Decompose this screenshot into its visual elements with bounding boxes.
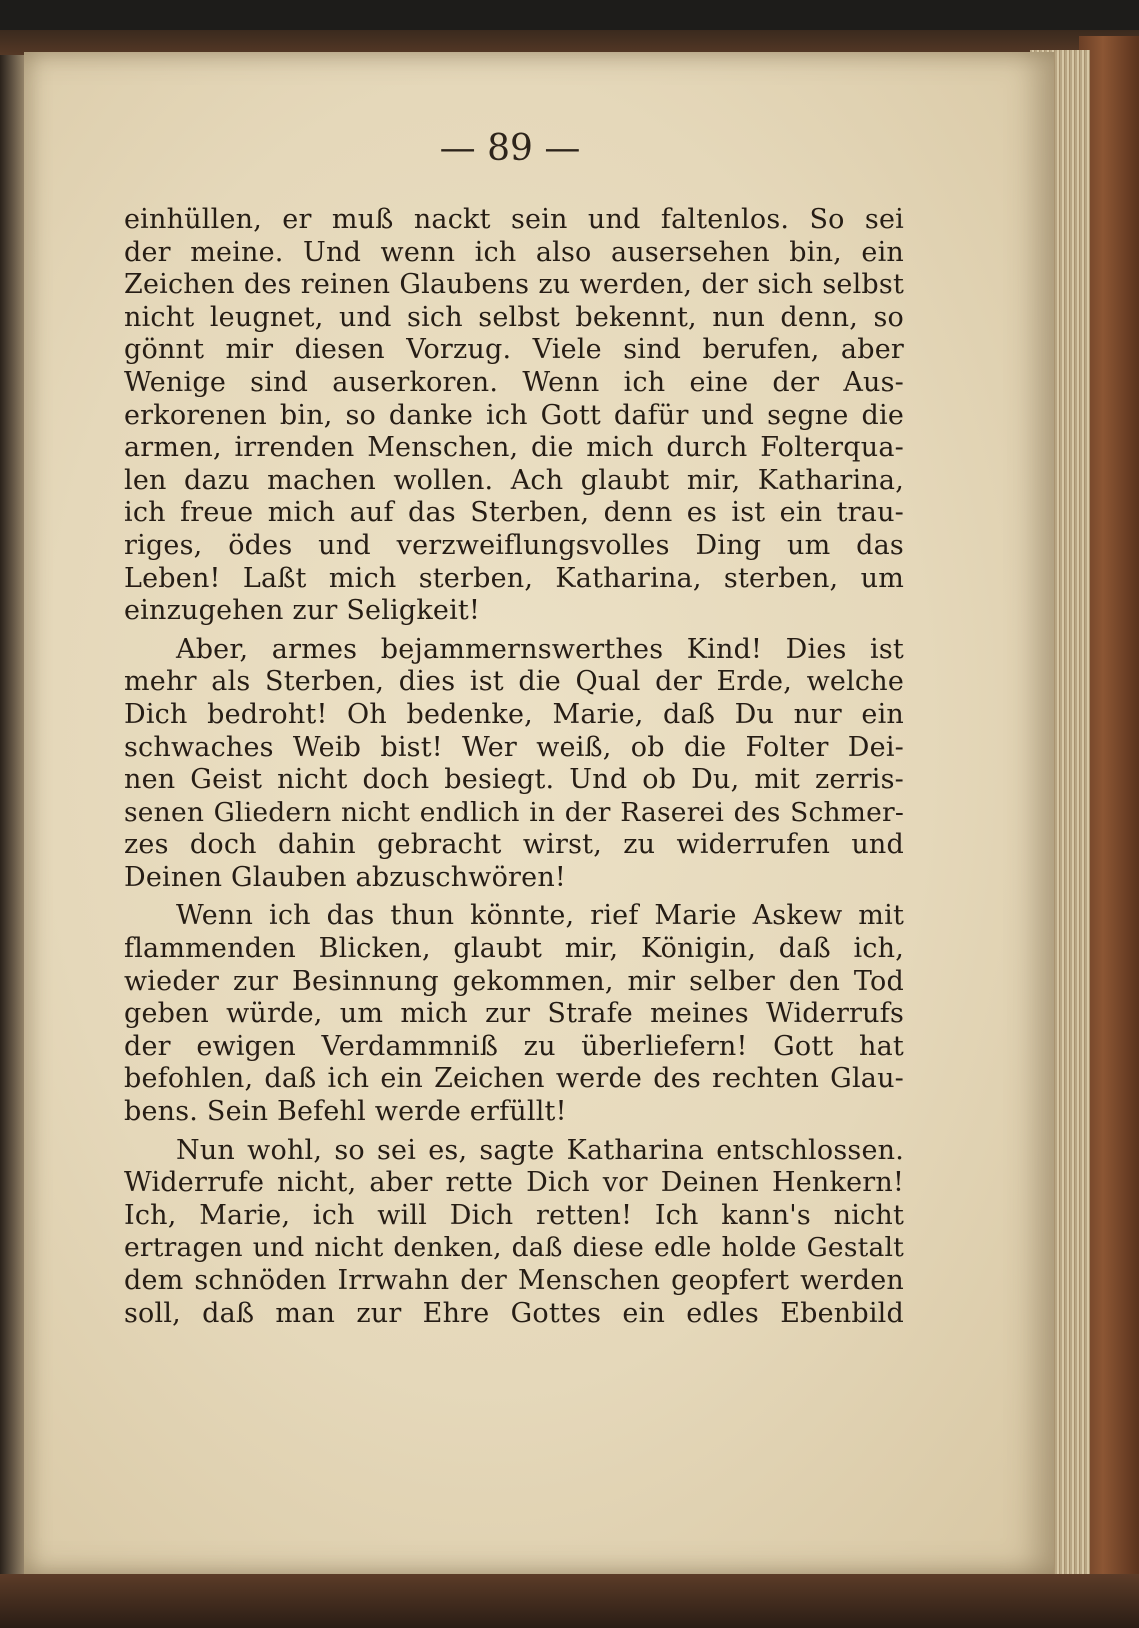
text-line: dem schnöden Irrwahn der Menschen geopfert werden bbox=[124, 1265, 904, 1296]
text-line: riges, ödes und verzweiflungsvolles Ding um das bbox=[124, 529, 904, 561]
text-line: der ewigen Verdammniß zu überliefern! Gott hat bbox=[124, 1030, 904, 1062]
paragraph bbox=[124, 900, 904, 1128]
text-line: einhüllen, er muß nackt sein und faltenlos. So sei bbox=[124, 204, 904, 235]
text-line: befohlen, daß ich ein Zeichen werde des rechten Glau- bbox=[124, 1063, 904, 1095]
text-line: Widerrufe nicht, aber rette Dich vor Deinen Henkern! bbox=[124, 1167, 904, 1199]
text-line: wieder zur Besinnung gekommen, mir selber den Tod bbox=[124, 965, 904, 997]
text-line: len dazu machen wollen. Ach glaubt mir, Katharina, bbox=[124, 464, 904, 496]
text-line: Wenn ich das thun könnte, rief Marie Askew mit bbox=[176, 900, 904, 932]
text-line: Aber, armes bejammernswerthes Kind! Dies ist bbox=[176, 633, 904, 665]
text-line: Dich bedroht! Oh bedenke, Marie, daß Du nur ein bbox=[124, 698, 904, 730]
text-line: ertragen und nicht denken, daß diese edle holde Gestalt bbox=[124, 1232, 904, 1264]
text-line: nen Geist nicht doch besiegt. Und ob Du, mit zerris- bbox=[124, 764, 904, 796]
text-line: Zeichen des reinen Glaubens zu werden, der sich selbst bbox=[124, 269, 904, 301]
text-line: einzugehen zur Seligkeit! bbox=[124, 595, 481, 627]
text-line: armen, irrenden Menschen, die mich durch Folterqua- bbox=[124, 432, 904, 464]
book-spine-left bbox=[0, 55, 26, 1575]
text-line: nicht leugnet, und sich selbst bekennt, nun denn, so bbox=[124, 301, 904, 333]
page-text bbox=[124, 204, 904, 1330]
text-line: Leben! Laßt mich sterben, Katharina, sterben, um bbox=[124, 562, 904, 594]
text-line: geben würde, um mich zur Strafe meines Widerrufs bbox=[124, 998, 904, 1030]
text-line: gönnt mir diesen Vorzug. Viele sind berufen, aber bbox=[124, 334, 904, 366]
text-line: flammenden Blicken, glaubt mir, Königin, daß ich, bbox=[124, 933, 904, 965]
text-line: ich freue mich auf das Sterben, denn es ist ein trau- bbox=[124, 497, 904, 529]
text-line: der meine. Und wenn ich also ausersehen bin, ein bbox=[124, 236, 904, 268]
text-line: bens. Sein Befehl werde erfüllt! bbox=[124, 1096, 567, 1128]
text-line: soll, daß man zur Ehre Gottes ein edles Ebenbild bbox=[124, 1297, 904, 1329]
paragraph bbox=[124, 204, 904, 628]
text-line: Deinen Glauben abzuschwören! bbox=[124, 861, 566, 893]
text-line: senen Gliedern nicht endlich in der Raserei des Schmer- bbox=[124, 796, 904, 828]
paragraph bbox=[124, 1135, 904, 1331]
text-line: mehr als Sterben, dies ist die Qual der Erde, welche bbox=[124, 666, 904, 698]
text-line: Ich, Marie, ich will Dich retten! Ich kann's nicht bbox=[124, 1199, 904, 1231]
text-line: zes doch dahin gebracht wirst, zu widerrufen und bbox=[124, 829, 904, 861]
book-cover-bottom-edge bbox=[0, 1574, 1139, 1628]
page-number: — 89 — bbox=[439, 128, 581, 169]
text-line: schwaches Weib bist! Wer weiß, ob die Folter Dei- bbox=[124, 731, 904, 763]
paragraph bbox=[124, 634, 904, 895]
text-line: Nun wohl, so sei es, sagte Katharina entschlossen. bbox=[176, 1134, 904, 1166]
text-line: erkorenen bin, so danke ich Gott dafür und segne die bbox=[124, 399, 904, 431]
text-line: Wenige sind auserkoren. Wenn ich eine der Aus- bbox=[124, 366, 904, 398]
